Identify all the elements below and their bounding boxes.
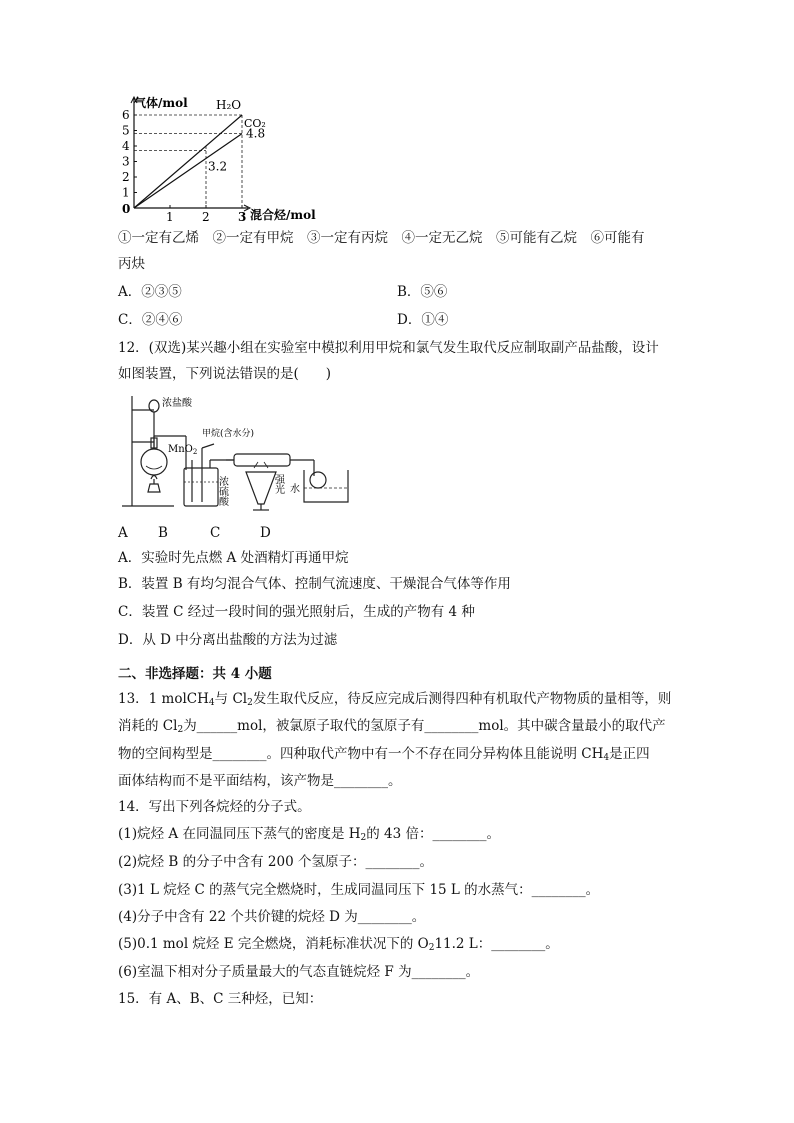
q14-item-1: (1)烷烃 A 在同温同压下蒸气的密度是 $H_2$的 43 倍：________。 [118,826,501,843]
series-label-h2o: H₂O [216,98,242,112]
label-mno2: MnO$_2$ [168,444,198,456]
q11-option-b: B．⑤⑥ [397,284,448,300]
apparatus-label-a: A [118,525,128,541]
q11-choices-line2: 丙炔 [118,256,145,272]
q12-option-a: A．实验时先点燃 A 处酒精灯再通甲烷 [118,550,349,566]
q14-item-6: (6)室温下相对分子质量最大的气态直链烷烃 F 为________。 [118,964,480,980]
annotation-4-8: 4.8 [246,126,266,141]
q13-line4: 面体结构而不是平面结构，该产物是________。 [118,773,402,789]
q11-option-c: C．②④⑥ [118,312,183,328]
gas-vs-hydrocarbon-chart [110,94,350,222]
y-tick-label: 1 [122,185,130,200]
q12-option-d: D．从 D 中分离出盐酸的方法为过滤 [118,632,338,648]
label-strong-light: 强光 [272,474,284,494]
y-tick-label: 3 [122,154,130,169]
label-conc-h2so4: 浓硫酸 [216,476,228,506]
apparatus-label-d: D [260,525,271,541]
series-label-co2: CO₂ [244,117,266,130]
q13-line1: 13．1 molCH$_4$与 $Cl_2$发生取代反应，待反应完成后测得四种有机取代产物物质的量相等，则 [118,691,672,708]
label-methane: 甲烷(含水分) [202,429,255,439]
q14-title: 14．写出下列各烷烃的分子式。 [118,799,311,815]
q14-item-5: (5)0.1 mol 烷烃 E 完全燃烧，消耗标准状况下的 $O_211.2$ L：________。 [118,936,559,953]
y-tick-label: 2 [122,170,130,184]
apparatus-diagram [118,392,358,512]
x-axis-label: 混合烃/mol [250,208,316,222]
origin-label: 0 [122,202,131,216]
q15-line1: 15．有 A、B、C 三种烃，已知： [118,991,323,1007]
section-2-title: 二、非选择题：共 4 小题 [118,666,272,682]
q11-option-a: A．②③⑤ [118,284,182,300]
q11-choices-line1: ①一定有乙烯 ②一定有甲烷 ③一定有丙烷 ④一定无乙烷 ⑤可能有乙烷 ⑥可能有 [118,230,645,246]
q12-stem-line1: 12．(双选)某兴趣小组在实验室中模拟利用甲烷和氯气发生取代反应制取副产品盐酸，设计 [118,340,659,356]
y-tick-label: 4 [122,139,130,153]
q14-item-4: (4)分子中含有 22 个共价键的烷烃 D 为________。 [118,909,426,925]
apparatus-d [290,460,348,502]
q12-stem-line2: 如图装置，下列说法错误的是( ) [118,366,332,382]
y-tick-label: 6 [122,108,130,122]
q13-line2: 消耗的 $Cl_2$为______mol，被氯原子取代的氢原子有________mol。其中碳含量最小的取代产 [118,718,666,735]
q14-item-3: (3)1 L 烷烃 C 的蒸气完全燃烧时，生成同温同压下 15 L 的水蒸气：________。 [118,882,600,898]
x-tick-label: 1 [166,210,174,222]
y-axis-label: 气体/mol [134,96,188,110]
label-conc-hcl: 浓盐酸 [162,398,192,409]
apparatus-label-c: C [210,525,221,541]
label-water: 水 [290,484,300,495]
q14-item-2: (2)烷烃 B 的分子中含有 200 个氢原子：________。 [118,854,433,870]
x-tick-label: 3 [238,210,247,222]
q13-line3: 物的空间构型是________。四种取代产物中有一个不存在同分异构体且能说明 $CH_4$是正四 [118,746,650,763]
y-tick-label: 5 [122,123,130,138]
apparatus-label-b: B [158,525,168,541]
q12-option-c: C．装置 C 经过一段时间的强光照射后，生成的产物有 4 种 [118,604,475,620]
annotation-3-2: 3.2 [208,159,228,174]
x-tick-label: 2 [202,210,210,222]
q12-option-b: B．装置 B 有均匀混合气体、控制气流速度、干燥混合气体等作用 [118,576,511,592]
q11-option-d: D．①④ [397,312,449,328]
